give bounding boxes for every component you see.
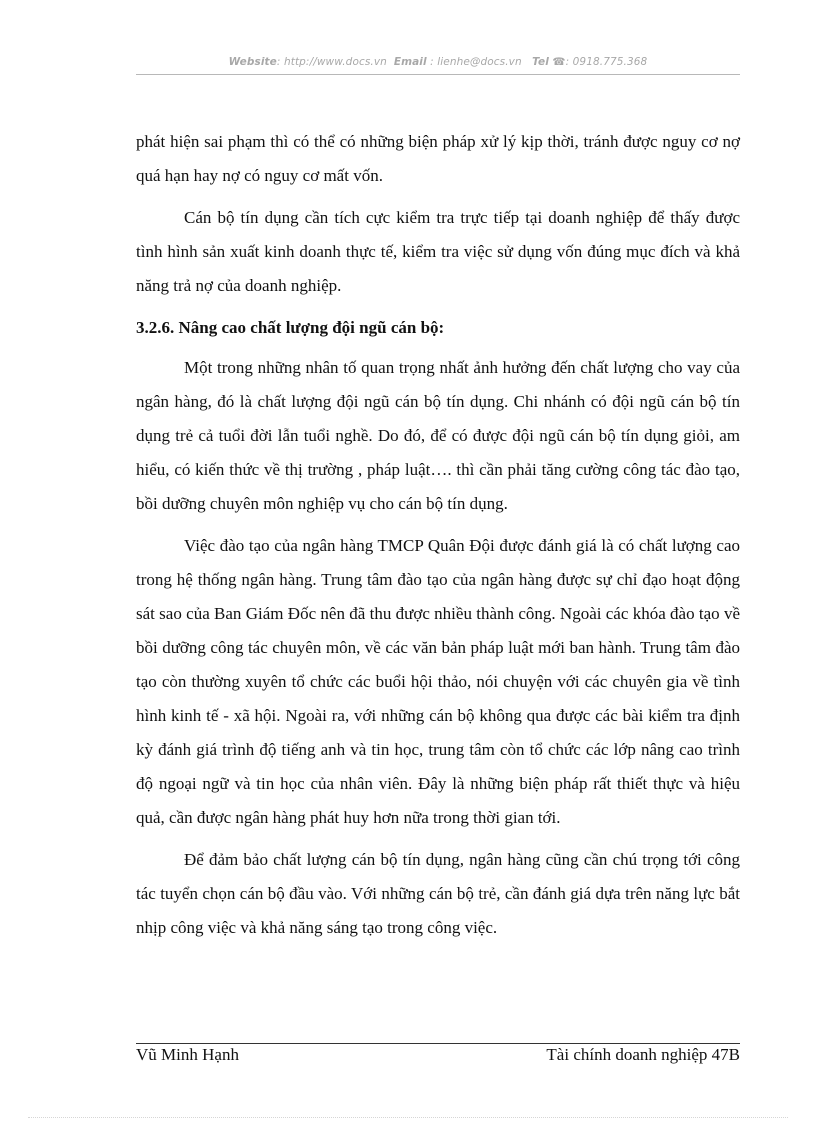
page-header: [136, 56, 740, 76]
document-body: [136, 125, 740, 953]
email-label: Email: [393, 56, 427, 68]
tel-value: : 0918.775.368: [565, 56, 648, 68]
header-divider: [136, 74, 740, 75]
phone-icon: ☎: [552, 56, 566, 68]
paragraph-5: Để đảm bảo chất lượng cán bộ tín dụng, ngân hàng cũng cần chú trọng tới công tác tuyển chọn cán bộ đầu vào. Với những cán bộ trẻ, cần đánh giá dựa trên năng lực bắt nhịp công việc và khả năng sáng tạo trong công việc.: [136, 850, 740, 937]
paragraph-1: phát hiện sai phạm thì có thể có những biện pháp xử lý kịp thời, tránh được nguy cơ nợ quá hạn hay nợ có nguy cơ mất vốn.: [136, 132, 740, 185]
footer-class: Tài chính doanh nghiệp 47B: [546, 1045, 740, 1064]
tel-label: Tel: [532, 56, 549, 68]
section-heading: 3.2.6. Nâng cao chất lượng đội ngũ cán bộ:: [136, 318, 445, 337]
website-label: Website: [228, 56, 277, 68]
paragraph-4: Việc đào tạo của ngân hàng TMCP Quân Đội được đánh giá là có chất lượng cao trong hệ thống ngân hàng. Trung tâm đào tạo của ngân hàng được sự chỉ đạo hoạt động sát sao của Ban Giám Đốc nên đã thu được nhiều thành công. Ngoài các khóa đào tạo về bồi dưỡng công tác chuyên môn, về các văn bản pháp luật mới ban hành. Trung tâm đào tạo còn thường xuyên tổ chức các buổi hội thảo, nói chuyện với các chuyên gia về tình hình kinh tế - xã hội. Ngoài ra, với những cán bộ không qua được các bài kiểm tra định kỳ đánh giá trình độ tiếng anh và tin học, trung tâm còn tổ chức các lớp nâng cao trình độ ngoại ngữ và tin học của nhân viên. Đây là những biện pháp rất thiết thực và hiệu quả, cần được ngân hàng phát huy hơn nữa trong thời gian tới.: [136, 536, 740, 827]
footer-divider: [136, 1043, 740, 1044]
bottom-dotted-line: [28, 1117, 788, 1118]
paragraph-2: Cán bộ tín dụng cần tích cực kiểm tra trực tiếp tại doanh nghiệp để thấy được tình hình sản xuất kinh doanh thực tế, kiểm tra việc sử dụng vốn đúng mục đích và khả năng trả nợ của doanh nghiệp.: [136, 208, 740, 295]
footer-author: Vũ Minh Hạnh: [136, 1045, 239, 1064]
email-link[interactable]: : lienhe@docs.vn: [430, 56, 522, 68]
page-footer: [136, 1045, 740, 1069]
website-link[interactable]: : http://www.docs.vn: [276, 56, 387, 68]
paragraph-3: Một trong những nhân tố quan trọng nhất ảnh hưởng đến chất lượng cho vay của ngân hàng, đó là chất lượng đội ngũ cán bộ tín dụng. Chi nhánh có đội ngũ cán bộ tín dụng trẻ cả tuổi đời lẫn tuổi nghề. Do đó, để có được đội ngũ cán bộ tín dụng giỏi, am hiểu, có kiến thức về thị trường , pháp luật…. thì cần phải tăng cường công tác đào tạo, bồi dưỡng chuyên môn nghiệp vụ cho cán bộ tín dụng.: [136, 358, 740, 513]
